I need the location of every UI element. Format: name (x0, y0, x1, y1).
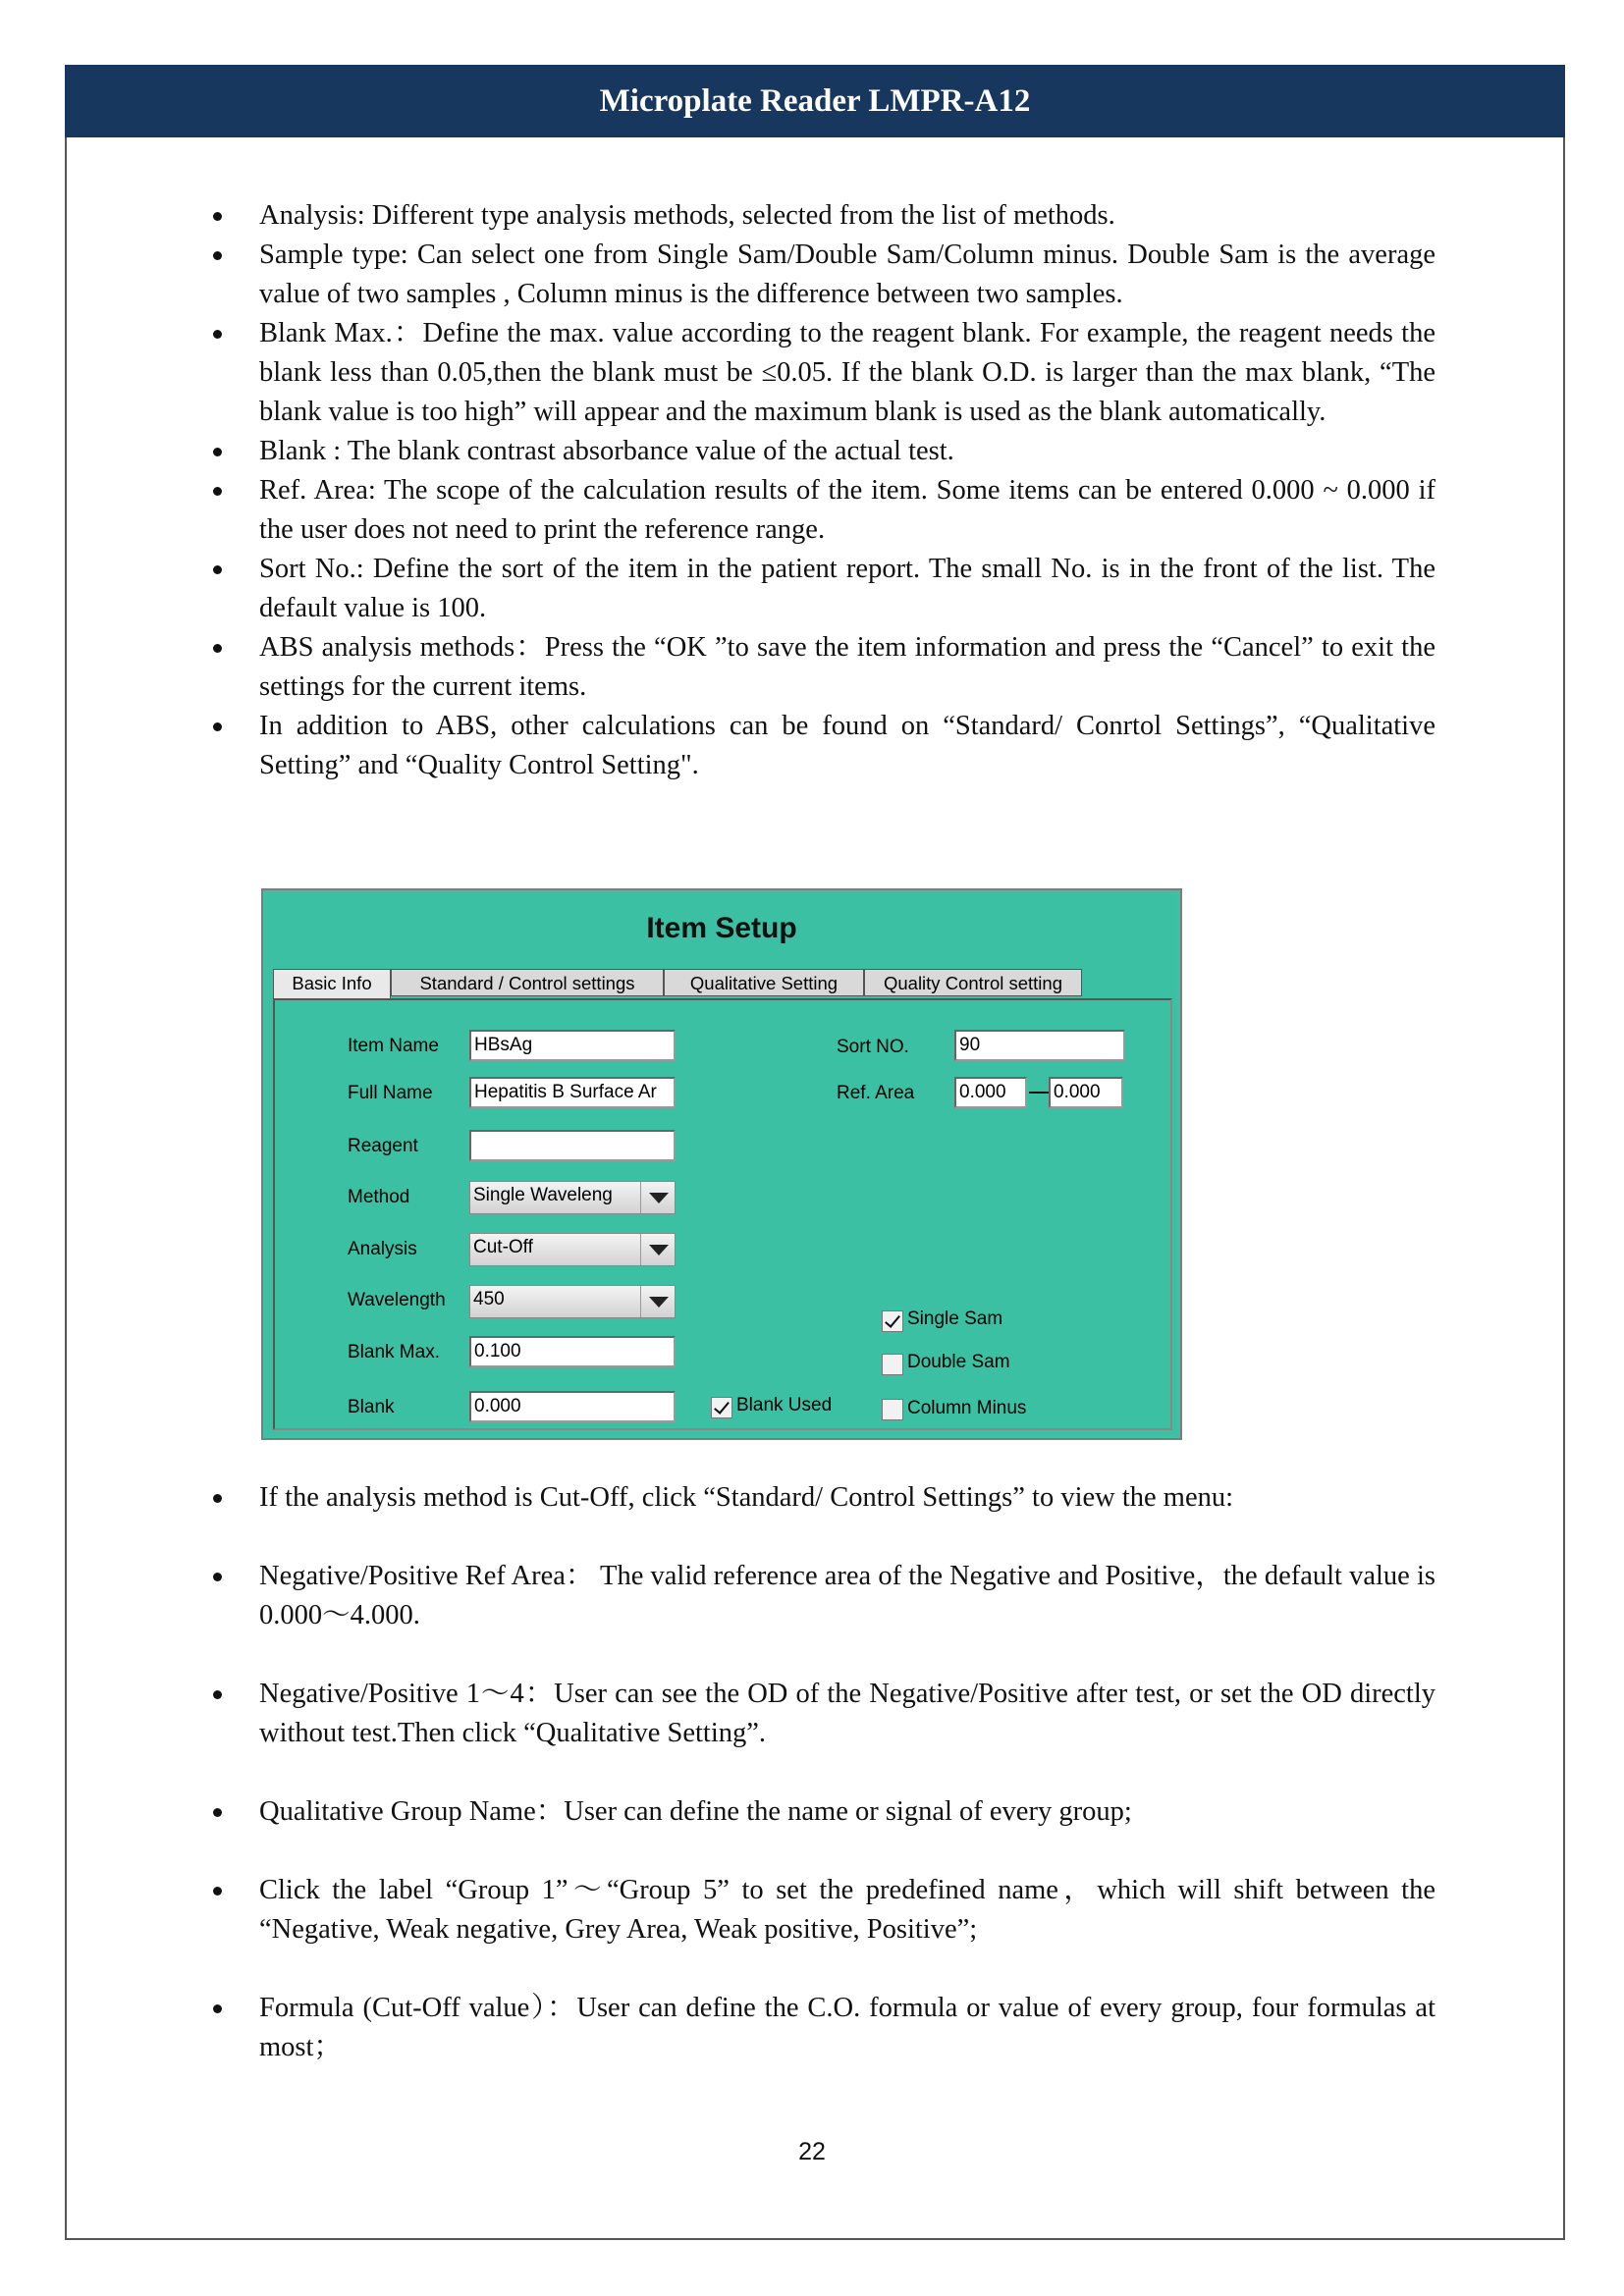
single-sam-label: Single Sam (907, 1308, 1003, 1329)
item-setup-title: Item Setup (646, 912, 797, 944)
chevron-down-icon[interactable] (640, 1234, 675, 1265)
blank-used-checkbox[interactable] (711, 1397, 732, 1418)
bullet-list-bottom (196, 1478, 1435, 2107)
sort-no-label: Sort NO. (837, 1037, 909, 1057)
tab-quality-control-setting[interactable]: Quality Control setting (864, 969, 1082, 996)
double-sam-checkbox[interactable] (882, 1354, 903, 1375)
bullet-item: ABS analysis methods：Press the “OK ”to save the item information and press the “Cancel” to exit the settings for the current items. (196, 628, 1435, 707)
double-sam-label: Double Sam (907, 1352, 1010, 1372)
analysis-label: Analysis (348, 1239, 417, 1259)
bullet-list-top (196, 196, 1435, 785)
blank-input[interactable]: 0.000 (469, 1391, 676, 1422)
tab-qualitative-setting[interactable]: Qualitative Setting (664, 969, 864, 996)
bullet-item: If the analysis method is Cut-Off, click “Standard/ Control Settings” to view the menu: (196, 1478, 1435, 1518)
tab-standard-control-settings[interactable]: Standard / Control settings (391, 969, 664, 996)
ref-area-from-input[interactable]: 0.000 (954, 1077, 1027, 1108)
full-name-input[interactable]: Hepatitis B Surface Ar (469, 1077, 676, 1108)
bullet-item: Ref. Area: The scope of the calculation results of the item. Some items can be entered 0.000 ~ 0.000 if the user does not need to print the reference range. (196, 471, 1435, 550)
wavelength-select-value: 450 (473, 1289, 505, 1309)
bullet-item: In addition to ABS, other calculations can be found on “Standard/ Conrtol Settings”, “Qualitative Setting” and “Quality Control Setting". (196, 707, 1435, 785)
basic-info-panel (273, 998, 1172, 1430)
bullet-item: Formula (Cut-Off value）：User can define the C.O. formula or value of every group, four formulas at most； (196, 1989, 1435, 2067)
page-title: Microplate Reader LMPR-A12 (65, 65, 1565, 137)
chevron-down-icon[interactable] (640, 1182, 675, 1213)
wavelength-label: Wavelength (348, 1290, 446, 1310)
bullet-item: Analysis: Different type analysis methods, selected from the list of methods. (196, 196, 1435, 236)
sort-no-input[interactable]: 90 (954, 1030, 1125, 1061)
reagent-input[interactable] (469, 1130, 676, 1161)
blank-max-input[interactable]: 0.100 (469, 1336, 676, 1367)
blank-max-label: Blank Max. (348, 1342, 440, 1362)
bullet-item: Qualitative Group Name：User can define the name or signal of every group; (196, 1792, 1435, 1832)
tab-basic-info[interactable]: Basic Info (273, 969, 391, 1000)
column-minus-checkbox[interactable] (882, 1399, 903, 1420)
item-name-input[interactable]: HBsAg (469, 1030, 676, 1061)
blank-label: Blank (348, 1397, 395, 1417)
ref-area-to-input[interactable]: 0.000 (1049, 1077, 1123, 1108)
wavelength-select[interactable] (469, 1285, 676, 1318)
column-minus-label: Column Minus (907, 1398, 1027, 1418)
bullet-item: Blank : The blank contrast absorbance value of the actual test. (196, 432, 1435, 471)
bullet-item: Negative/Positive 1～4：User can see the OD of the Negative/Positive after test, or set the OD directly without test.Then click “Qualitative Setting”. (196, 1675, 1435, 1753)
item-setup-window (267, 894, 1176, 1434)
analysis-select[interactable] (469, 1233, 676, 1266)
method-select-value: Single Waveleng (473, 1185, 613, 1205)
bullet-item: Sample type: Can select one from Single Sam/Double Sam/Column minus. Double Sam is the average value of two samples , Column minus is the difference between two samples. (196, 236, 1435, 314)
single-sam-checkbox[interactable] (882, 1310, 903, 1332)
ref-area-label: Ref. Area (837, 1083, 915, 1103)
analysis-select-value: Cut-Off (473, 1237, 533, 1257)
reagent-label: Reagent (348, 1136, 418, 1156)
method-label: Method (348, 1187, 410, 1207)
bullet-item: Blank Max.：Define the max. value according to the reagent blank. For example, the reagent needs the blank less than 0.05,then the blank must be ≤0.05. If the blank O.D. is larger than the max blank, “The blank value is too high” will appear and the maximum blank is used as the blank automatically. (196, 314, 1435, 432)
item-name-label: Item Name (348, 1036, 439, 1056)
bullet-item: Click the label “Group 1”～“Group 5” to set the predefined name，which will shift between the “Negative, Weak negative, Grey Area, Weak positive, Positive”; (196, 1871, 1435, 1949)
bullet-item: Sort No.: Define the sort of the item in the patient report. The small No. is in the front of the list. The default value is 100. (196, 550, 1435, 628)
item-setup-screenshot (261, 888, 1182, 1440)
method-select[interactable] (469, 1181, 676, 1214)
page-number: 22 (798, 2138, 826, 2165)
bullet-item: Negative/Positive Ref Area： The valid reference area of the Negative and Positive，the default value is 0.000～4.000. (196, 1557, 1435, 1635)
ref-area-separator (1029, 1092, 1049, 1094)
chevron-down-icon[interactable] (640, 1286, 675, 1317)
full-name-label: Full Name (348, 1083, 433, 1103)
blank-used-label: Blank Used (736, 1395, 833, 1415)
